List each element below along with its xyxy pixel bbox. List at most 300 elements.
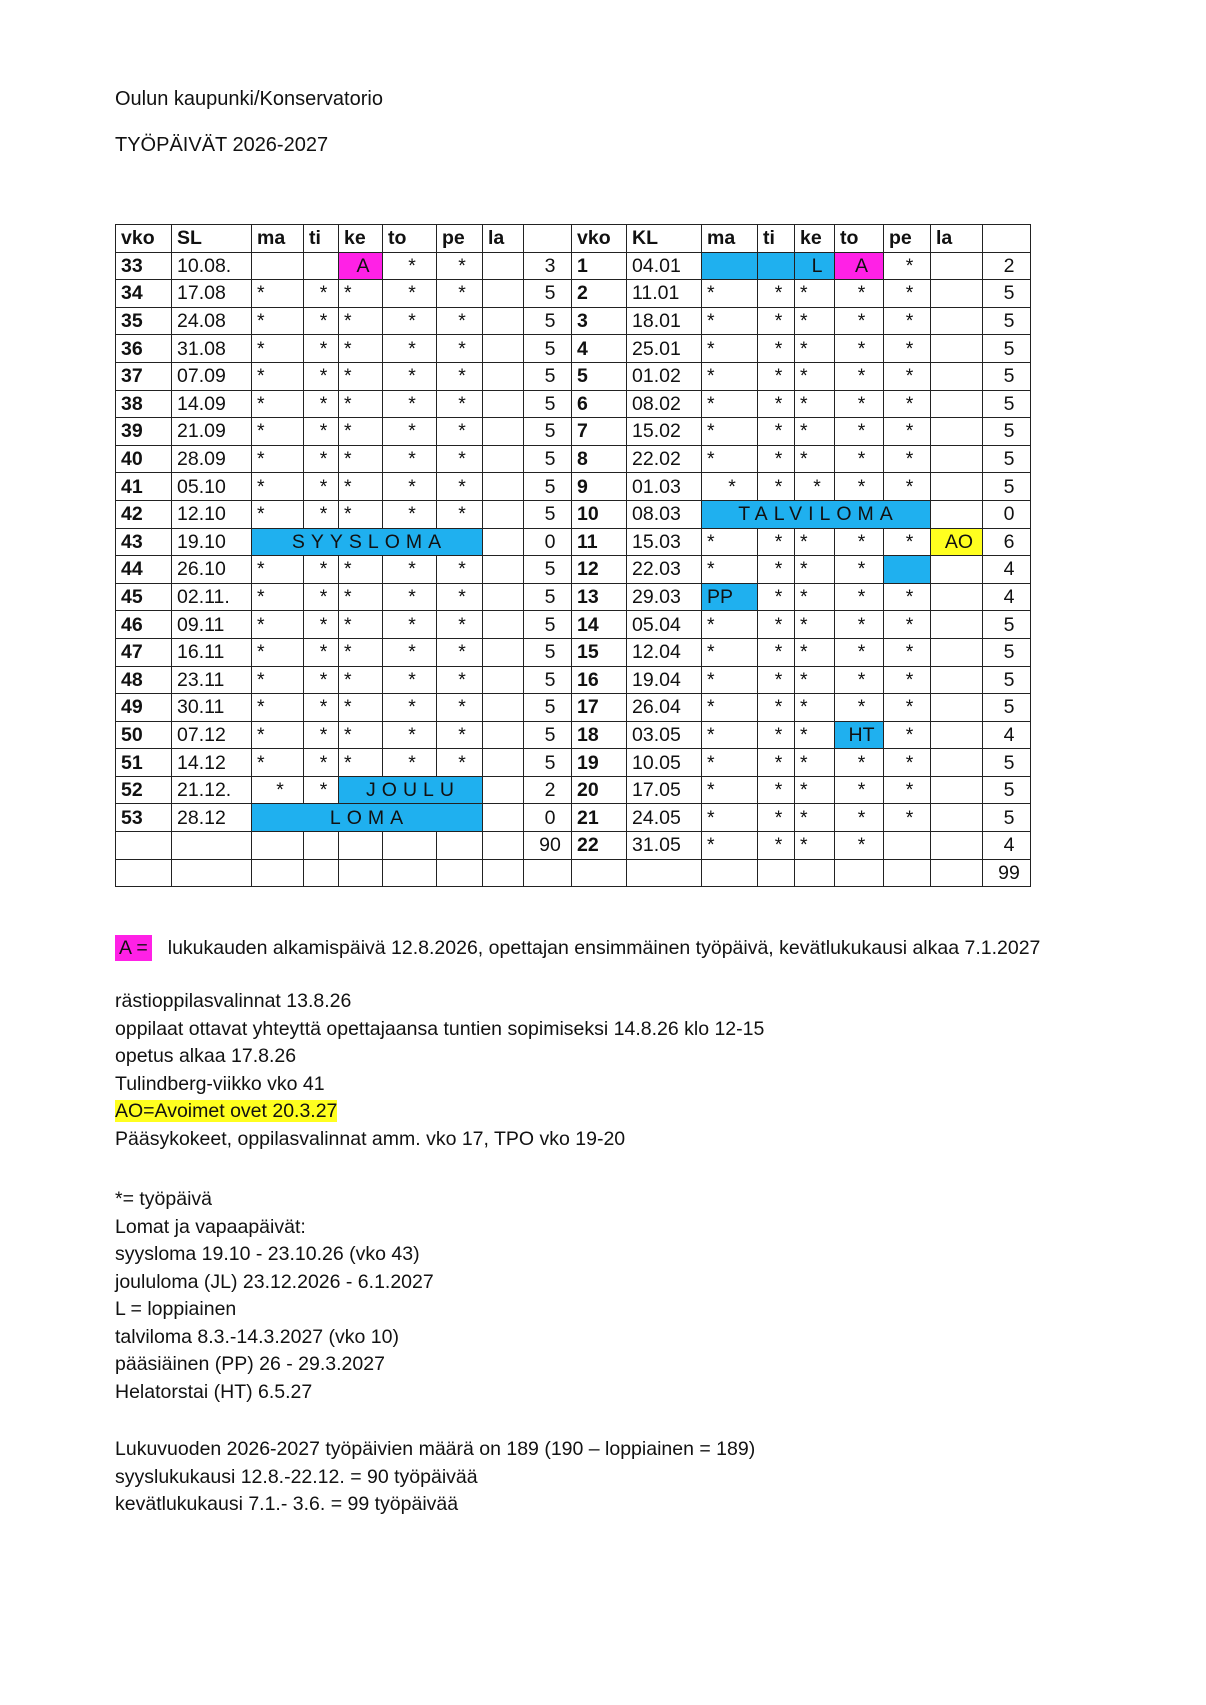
banner-talviloma: TALVILOMA <box>702 500 931 528</box>
legend-text: lukukauden alkamispäivä 12.8.2026, opettajan ensimmäinen työpäivä, kevätlukukausi alkaa 7.1.2027 <box>167 937 1041 959</box>
day-cell: * <box>884 362 931 390</box>
day-cell <box>931 445 983 473</box>
day-cell: * <box>884 776 931 804</box>
day-cell: * <box>702 418 758 446</box>
week-start-date: 10.05 <box>627 749 702 777</box>
table-row <box>116 473 1031 501</box>
day-cell: * <box>702 307 758 335</box>
day-cell <box>931 307 983 335</box>
day-cell: * <box>252 390 304 418</box>
day-cell: * <box>795 307 835 335</box>
week-workday-count: 99 <box>983 859 1031 887</box>
week-workday-count: 5 <box>524 583 572 611</box>
table-row <box>116 500 1031 528</box>
day-cell <box>483 473 524 501</box>
column-header: ti <box>304 225 339 253</box>
day-cell: * <box>252 445 304 473</box>
day-cell: * <box>795 390 835 418</box>
day-cell <box>931 335 983 363</box>
table-row <box>116 252 1031 280</box>
day-cell: * <box>339 638 383 666</box>
day-cell: * <box>884 418 931 446</box>
day-cell: * <box>884 804 931 832</box>
week-number: 40 <box>116 445 172 473</box>
week-number: 17 <box>572 694 627 722</box>
day-cell <box>339 832 383 860</box>
day-cell <box>702 859 758 887</box>
note-line: syyslukukausi 12.8.-22.12. = 90 työpäivää <box>115 1465 478 1488</box>
day-cell <box>483 859 524 887</box>
table-row <box>116 638 1031 666</box>
day-cell: * <box>795 666 835 694</box>
day-cell: * <box>339 280 383 308</box>
day-cell: * <box>835 528 884 556</box>
week-workday-count: 5 <box>983 362 1031 390</box>
day-cell <box>884 859 931 887</box>
day-cell: * <box>383 418 437 446</box>
note-line: opetus alkaa 17.8.26 <box>115 1045 297 1067</box>
week-number: 3 <box>572 307 627 335</box>
day-cell <box>931 832 983 860</box>
week-workday-count: 5 <box>524 638 572 666</box>
day-cell: * <box>383 280 437 308</box>
day-cell: * <box>884 473 931 501</box>
banner-loma: LOMA <box>252 804 483 832</box>
day-cell: * <box>383 583 437 611</box>
week-start-date: 28.12 <box>172 804 252 832</box>
week-number: 35 <box>116 307 172 335</box>
table-row <box>116 418 1031 446</box>
day-cell <box>483 804 524 832</box>
day-cell: * <box>304 307 339 335</box>
day-cell <box>931 252 983 280</box>
day-cell: * <box>437 362 483 390</box>
day-cell: * <box>702 473 758 501</box>
table-row <box>116 362 1031 390</box>
day-cell: * <box>383 694 437 722</box>
day-cell: * <box>304 500 339 528</box>
note-line: Lukuvuoden 2026-2027 työpäivien määrä on 189 (190 – loppiainen = 189) <box>115 1438 756 1460</box>
day-cell: * <box>702 804 758 832</box>
day-cell: * <box>758 694 795 722</box>
note-line: talviloma 8.3.-14.3.2027 (vko 10) <box>115 1325 399 1348</box>
day-cell: * <box>884 335 931 363</box>
week-number: 14 <box>572 611 627 639</box>
week-workday-count: 5 <box>524 666 572 694</box>
ascension-mark: HT <box>835 721 884 749</box>
day-cell: * <box>252 776 304 804</box>
week-workday-count: 5 <box>524 390 572 418</box>
day-cell: * <box>702 445 758 473</box>
day-cell: * <box>758 362 795 390</box>
week-start-date: 12.10 <box>172 500 252 528</box>
day-cell: * <box>884 721 931 749</box>
week-start-date: 22.03 <box>627 556 702 584</box>
day-cell: * <box>884 280 931 308</box>
day-cell: * <box>437 583 483 611</box>
day-cell <box>383 832 437 860</box>
week-number: 16 <box>572 666 627 694</box>
day-cell <box>835 859 884 887</box>
day-cell: * <box>884 307 931 335</box>
loppiainen-mark: L <box>795 252 835 280</box>
day-cell: * <box>758 556 795 584</box>
day-cell: * <box>304 694 339 722</box>
day-cell <box>252 859 304 887</box>
note-line: Tulindberg-viikko vko 41 <box>115 1072 325 1095</box>
week-start-date: 11.01 <box>627 280 702 308</box>
day-cell: * <box>758 335 795 363</box>
day-cell <box>483 335 524 363</box>
day-cell: * <box>835 418 884 446</box>
week-workday-count <box>524 859 572 887</box>
day-cell: * <box>835 749 884 777</box>
day-cell: * <box>702 280 758 308</box>
day-cell: * <box>758 638 795 666</box>
day-cell: * <box>304 666 339 694</box>
day-cell: * <box>383 252 437 280</box>
table-row <box>116 307 1031 335</box>
day-cell: * <box>304 638 339 666</box>
week-start-date: 30.11 <box>172 694 252 722</box>
week-workday-count: 5 <box>983 666 1031 694</box>
day-cell: * <box>383 721 437 749</box>
week-workday-count: 5 <box>983 280 1031 308</box>
table-row <box>116 556 1031 584</box>
week-workday-count: 5 <box>983 390 1031 418</box>
week-start-date: 07.09 <box>172 362 252 390</box>
day-cell <box>437 832 483 860</box>
day-cell <box>931 280 983 308</box>
column-header: to <box>835 225 884 253</box>
day-cell: * <box>339 473 383 501</box>
notes-totals <box>115 1436 755 1519</box>
week-workday-count: 5 <box>524 694 572 722</box>
day-cell <box>931 804 983 832</box>
column-header: vko <box>572 225 627 253</box>
day-cell: * <box>702 362 758 390</box>
day-cell: * <box>437 694 483 722</box>
day-cell: * <box>383 500 437 528</box>
week-workday-count: 5 <box>983 418 1031 446</box>
table-row <box>116 694 1031 722</box>
week-workday-count: 5 <box>524 473 572 501</box>
week-workday-count: 5 <box>983 694 1031 722</box>
week-start-date: 24.08 <box>172 307 252 335</box>
day-cell: * <box>339 666 383 694</box>
week-start-date: 05.04 <box>627 611 702 639</box>
day-cell: * <box>437 556 483 584</box>
day-cell: * <box>702 528 758 556</box>
day-cell: * <box>702 776 758 804</box>
column-header: KL <box>627 225 702 253</box>
note-line-open-doors: AO=Avoimet ovet 20.3.27 <box>115 1100 338 1122</box>
day-cell: * <box>252 307 304 335</box>
week-workday-count: 5 <box>524 556 572 584</box>
day-cell <box>483 500 524 528</box>
week-workday-count: 5 <box>983 335 1031 363</box>
legend-key-a: A = <box>115 935 152 961</box>
day-cell: * <box>884 252 931 280</box>
day-cell: * <box>304 418 339 446</box>
day-cell: * <box>835 307 884 335</box>
week-workday-count: 5 <box>983 804 1031 832</box>
week-start-date: 16.11 <box>172 638 252 666</box>
day-cell: * <box>383 307 437 335</box>
day-cell <box>483 307 524 335</box>
day-cell: * <box>339 694 383 722</box>
day-cell <box>483 694 524 722</box>
day-cell: * <box>835 694 884 722</box>
day-cell <box>483 749 524 777</box>
day-cell: * <box>884 390 931 418</box>
day-cell: * <box>252 500 304 528</box>
day-cell: * <box>795 721 835 749</box>
week-number: 1 <box>572 252 627 280</box>
table-row <box>116 445 1031 473</box>
day-cell: * <box>884 583 931 611</box>
day-cell <box>483 721 524 749</box>
day-cell: * <box>252 418 304 446</box>
day-cell <box>931 638 983 666</box>
day-cell: * <box>795 445 835 473</box>
day-cell: * <box>252 611 304 639</box>
day-cell: * <box>835 473 884 501</box>
week-number: 18 <box>572 721 627 749</box>
day-cell: * <box>758 666 795 694</box>
table-row <box>116 280 1031 308</box>
column-header <box>983 225 1031 253</box>
day-cell: * <box>795 749 835 777</box>
day-cell: * <box>252 362 304 390</box>
day-cell: * <box>758 528 795 556</box>
day-cell: * <box>702 832 758 860</box>
day-cell: * <box>758 832 795 860</box>
day-cell <box>483 252 524 280</box>
day-cell: * <box>758 749 795 777</box>
day-cell: * <box>884 611 931 639</box>
day-cell: * <box>702 335 758 363</box>
day-cell: * <box>304 445 339 473</box>
day-cell: * <box>437 307 483 335</box>
day-cell: * <box>835 804 884 832</box>
week-start-date: 21.09 <box>172 418 252 446</box>
note-line: oppilaat ottavat yhteyttä opettajaansa tuntien sopimiseksi 14.8.26 klo 12-15 <box>115 1017 765 1040</box>
week-workday-count: 4 <box>983 721 1031 749</box>
day-cell: * <box>437 390 483 418</box>
day-cell: * <box>339 721 383 749</box>
day-cell: * <box>795 694 835 722</box>
day-cell: * <box>304 749 339 777</box>
day-cell: * <box>383 556 437 584</box>
week-start-date: 24.05 <box>627 804 702 832</box>
day-cell <box>483 445 524 473</box>
week-start-date: 12.04 <box>627 638 702 666</box>
day-cell: * <box>884 528 931 556</box>
day-cell <box>339 859 383 887</box>
day-cell: * <box>884 666 931 694</box>
day-cell: * <box>437 611 483 639</box>
week-start-date: 18.01 <box>627 307 702 335</box>
day-cell <box>304 252 339 280</box>
day-cell: * <box>758 390 795 418</box>
week-number: 51 <box>116 749 172 777</box>
note-line: L = loppiainen <box>115 1298 237 1320</box>
day-cell: * <box>383 666 437 694</box>
day-cell: * <box>835 362 884 390</box>
table-header-row <box>116 225 1031 253</box>
day-cell: * <box>835 776 884 804</box>
table-row <box>116 749 1031 777</box>
day-cell <box>931 583 983 611</box>
column-header: pe <box>884 225 931 253</box>
day-cell: * <box>339 749 383 777</box>
day-cell: * <box>795 583 835 611</box>
day-cell <box>483 418 524 446</box>
day-cell: * <box>252 694 304 722</box>
week-number: 2 <box>572 280 627 308</box>
day-cell: * <box>835 445 884 473</box>
table-row <box>116 721 1031 749</box>
table-row <box>116 832 1031 860</box>
week-start-date: 14.12 <box>172 749 252 777</box>
day-cell: * <box>702 749 758 777</box>
day-cell: * <box>437 749 483 777</box>
week-number: 10 <box>572 500 627 528</box>
day-cell <box>483 583 524 611</box>
week-number: 5 <box>572 362 627 390</box>
day-cell: * <box>758 445 795 473</box>
day-cell: * <box>702 390 758 418</box>
week-workday-count: 3 <box>524 252 572 280</box>
column-header: la <box>931 225 983 253</box>
week-start-date: 15.02 <box>627 418 702 446</box>
week-start-date: 21.12. <box>172 776 252 804</box>
day-cell: * <box>437 666 483 694</box>
day-cell: * <box>795 418 835 446</box>
week-workday-count: 5 <box>983 473 1031 501</box>
day-cell: * <box>835 583 884 611</box>
week-workday-count: 2 <box>983 252 1031 280</box>
week-number: 4 <box>572 335 627 363</box>
day-cell <box>483 776 524 804</box>
day-cell <box>483 611 524 639</box>
day-cell <box>483 362 524 390</box>
week-workday-count: 5 <box>524 280 572 308</box>
week-number: 36 <box>116 335 172 363</box>
week-workday-count: 5 <box>524 418 572 446</box>
week-workday-count: 4 <box>983 556 1031 584</box>
day-cell: * <box>835 666 884 694</box>
column-header: ma <box>252 225 304 253</box>
day-cell: * <box>758 776 795 804</box>
day-cell: * <box>437 418 483 446</box>
day-cell: * <box>795 611 835 639</box>
week-workday-count: 5 <box>983 749 1031 777</box>
day-cell <box>483 556 524 584</box>
day-cell: * <box>252 666 304 694</box>
column-header <box>524 225 572 253</box>
day-cell: * <box>795 528 835 556</box>
day-cell: * <box>383 390 437 418</box>
week-number <box>572 859 627 887</box>
week-start-date: 17.05 <box>627 776 702 804</box>
day-cell: * <box>252 721 304 749</box>
day-cell: * <box>437 252 483 280</box>
week-workday-count: 5 <box>524 307 572 335</box>
start-day-mark: A <box>835 252 884 280</box>
week-start-date: 08.02 <box>627 390 702 418</box>
note-line: kevätlukukausi 7.1.- 3.6. = 99 työpäivää <box>115 1493 459 1515</box>
week-start-date: 15.03 <box>627 528 702 556</box>
week-start-date <box>627 859 702 887</box>
easter-mark: PP <box>702 583 758 611</box>
day-cell: * <box>835 280 884 308</box>
start-day-mark: A <box>339 252 383 280</box>
day-cell: * <box>702 556 758 584</box>
day-cell <box>884 832 931 860</box>
legend-start-day <box>115 937 1040 960</box>
day-cell: * <box>304 280 339 308</box>
day-cell: * <box>702 666 758 694</box>
table-row <box>116 390 1031 418</box>
day-cell: * <box>339 362 383 390</box>
day-cell <box>795 859 835 887</box>
day-cell: * <box>437 500 483 528</box>
day-cell: * <box>835 638 884 666</box>
week-number: 47 <box>116 638 172 666</box>
week-workday-count: 4 <box>983 832 1031 860</box>
day-cell: * <box>758 418 795 446</box>
day-cell: * <box>339 390 383 418</box>
week-workday-count: 5 <box>983 445 1031 473</box>
week-number: 45 <box>116 583 172 611</box>
week-number: 41 <box>116 473 172 501</box>
day-cell <box>483 280 524 308</box>
column-header: ti <box>758 225 795 253</box>
day-cell <box>383 859 437 887</box>
week-number: 12 <box>572 556 627 584</box>
week-number: 33 <box>116 252 172 280</box>
week-number: 37 <box>116 362 172 390</box>
note-line: syysloma 19.10 - 23.10.26 (vko 43) <box>115 1243 420 1265</box>
week-number: 15 <box>572 638 627 666</box>
day-cell: * <box>252 335 304 363</box>
week-number: 13 <box>572 583 627 611</box>
day-cell: * <box>795 556 835 584</box>
day-cell: * <box>304 335 339 363</box>
week-number: 38 <box>116 390 172 418</box>
day-cell: * <box>795 776 835 804</box>
day-cell: * <box>383 335 437 363</box>
day-cell: * <box>795 473 835 501</box>
day-cell <box>931 694 983 722</box>
week-number <box>116 832 172 860</box>
day-cell: * <box>252 473 304 501</box>
day-cell: * <box>758 280 795 308</box>
week-number: 11 <box>572 528 627 556</box>
week-workday-count: 90 <box>524 832 572 860</box>
day-cell: * <box>437 280 483 308</box>
day-cell <box>931 390 983 418</box>
day-cell: * <box>437 638 483 666</box>
week-number: 42 <box>116 500 172 528</box>
day-cell: * <box>339 335 383 363</box>
week-number: 21 <box>572 804 627 832</box>
day-cell: * <box>304 473 339 501</box>
day-cell: * <box>437 721 483 749</box>
day-cell <box>931 749 983 777</box>
